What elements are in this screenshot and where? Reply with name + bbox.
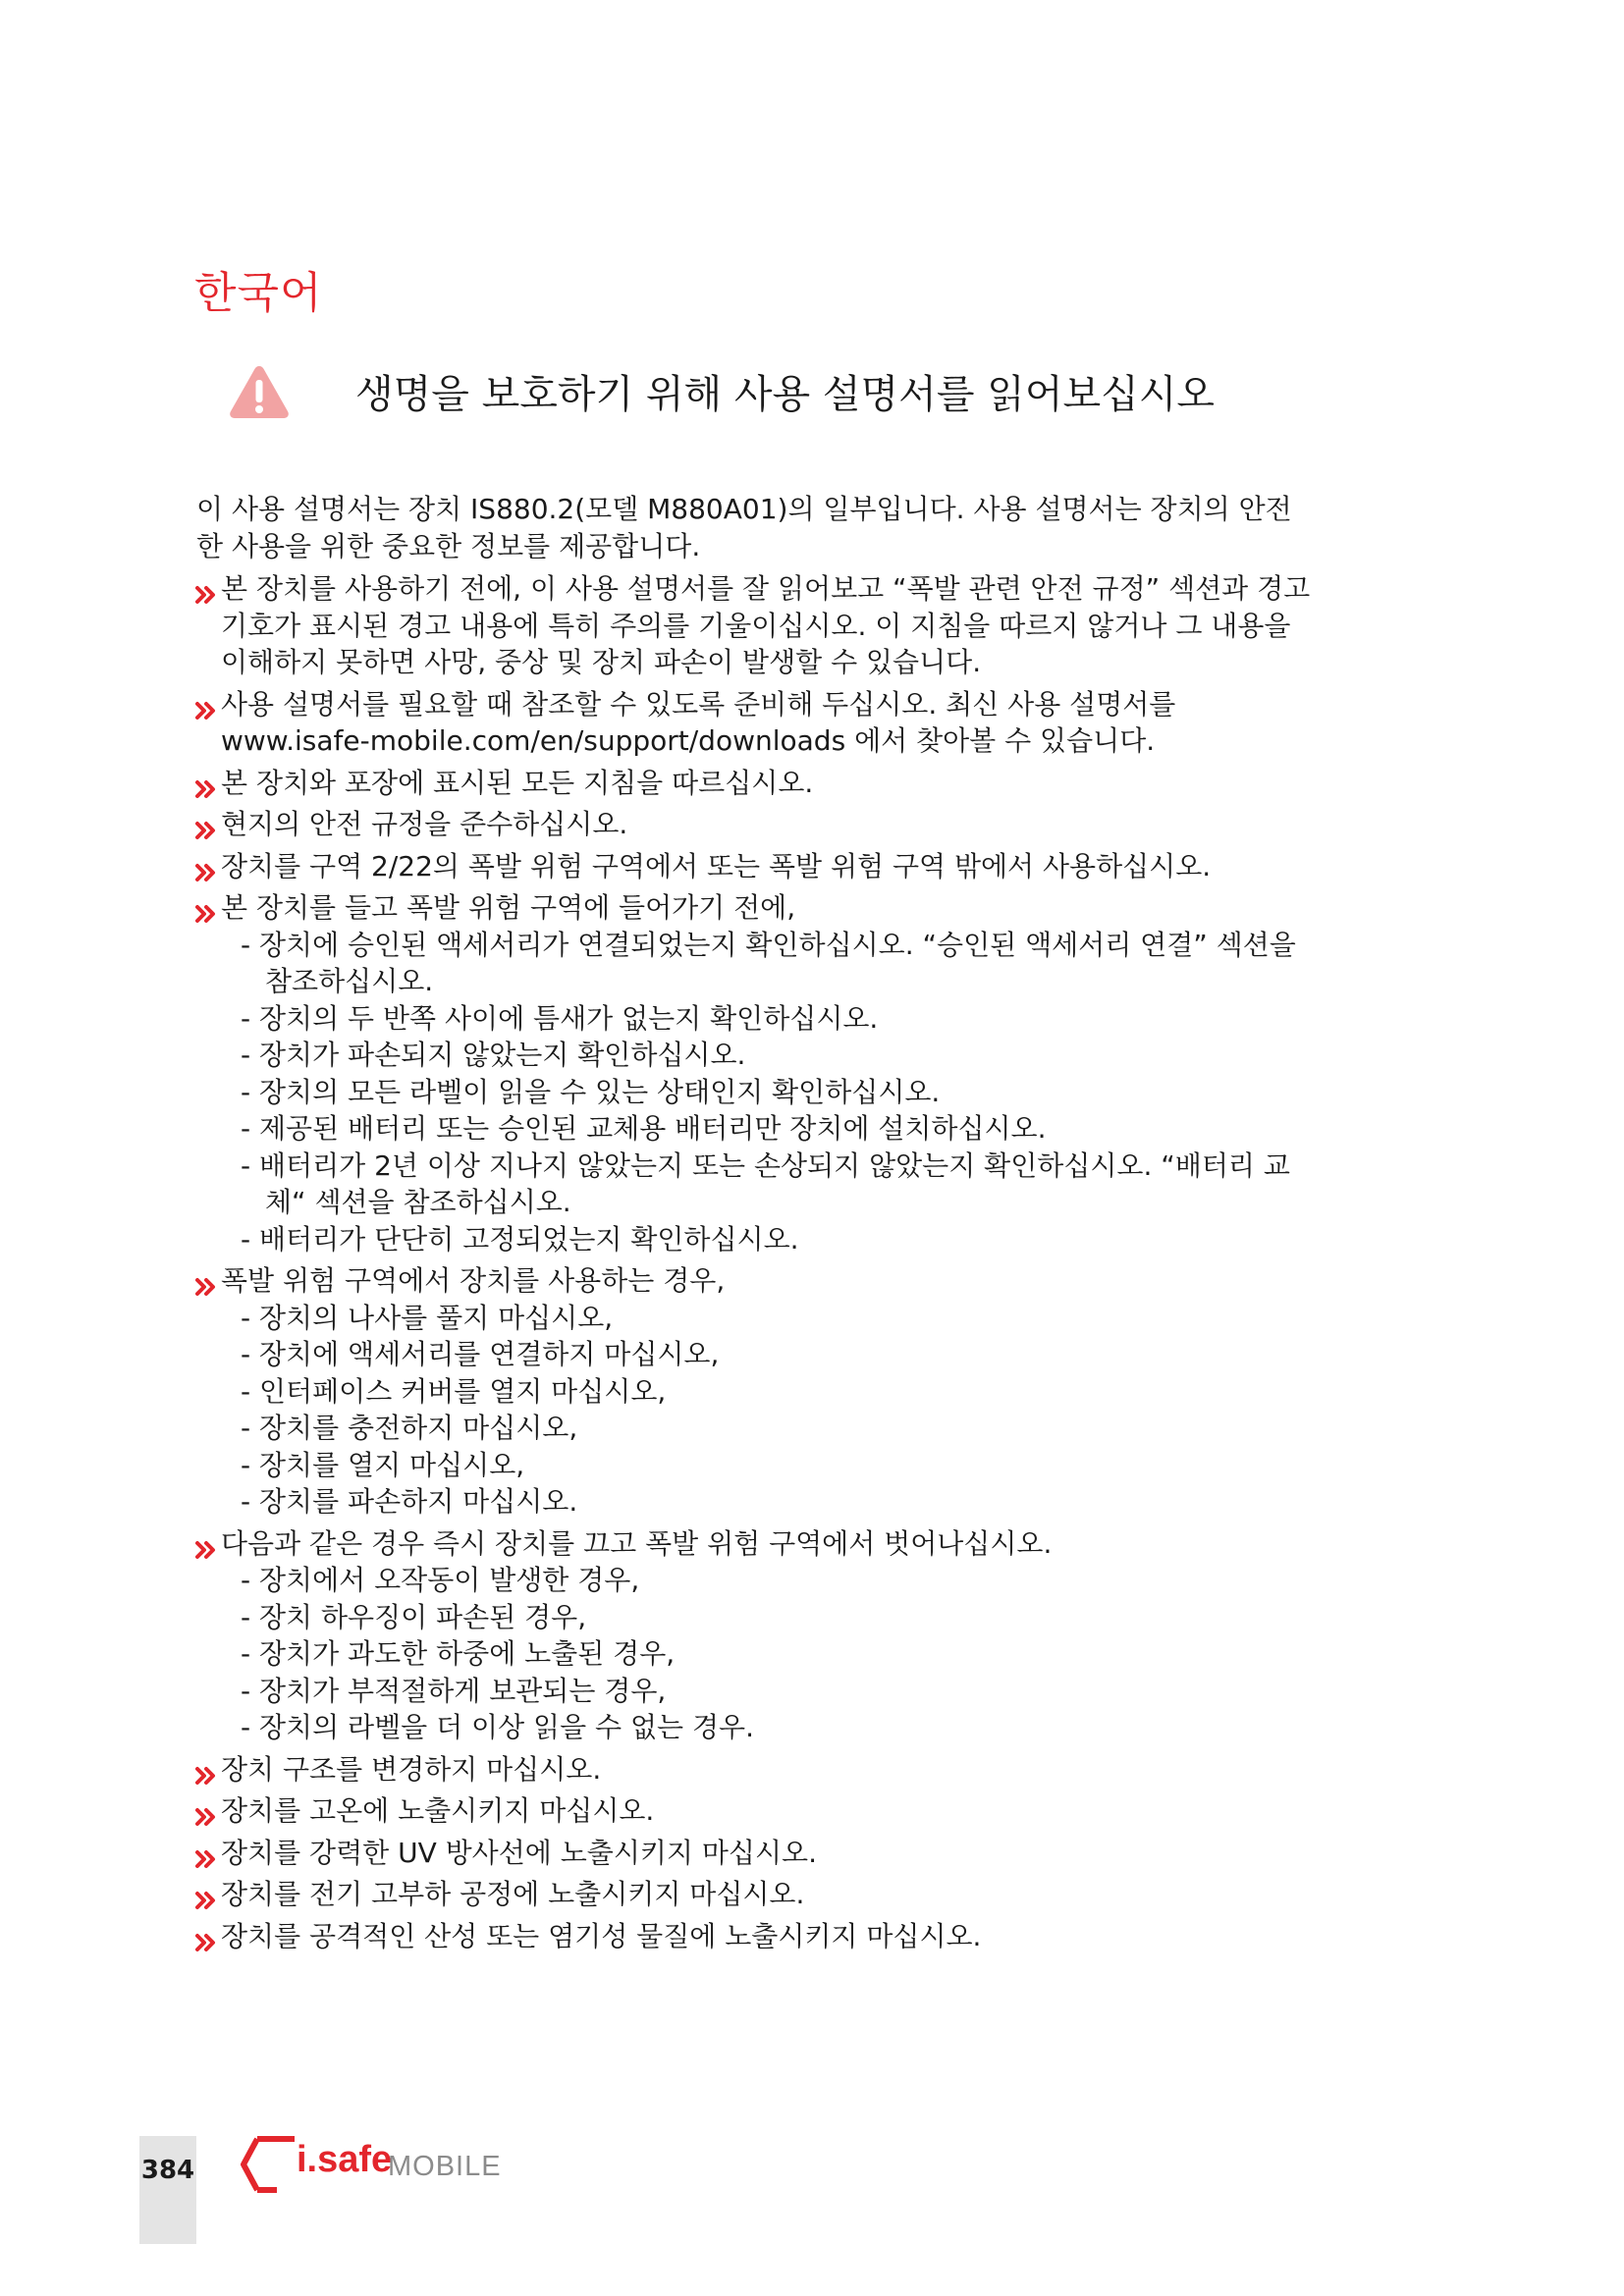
intro-paragraph (196, 491, 1463, 564)
sub-item-text: - 제공된 배터리 또는 승인된 교체용 배터리만 장치에 설치하십시오. (241, 1112, 1047, 1145)
double-chevron-bullet-icon (194, 1539, 218, 1561)
bullet-item (196, 765, 1463, 802)
bullet-text: 다음과 같은 경우 즉시 장치를 끄고 폭발 위험 구역에서 벗어나십시오. (221, 1526, 1053, 1560)
intro-line: 이 사용 설명서는 장치 IS880.2(모델 M880A01)의 일부입니다. 사용 설명서는 장치의 안전 (196, 493, 1292, 525)
sub-item (221, 1599, 1463, 1636)
sub-item (221, 1074, 1463, 1111)
double-chevron-bullet-icon (194, 1765, 218, 1787)
sub-item-text: - 장치에 액세서리를 연결하지 마십시오, (241, 1338, 720, 1370)
sub-item-text: - 장치에서 오작동이 발생한 경우, (241, 1564, 640, 1596)
bullet-text: 사용 설명서를 필요할 때 참조할 수 있도록 준비해 두십시오. 최신 사용 설명서를 (221, 687, 1176, 721)
sub-item (221, 1000, 1463, 1038)
bullet-item (196, 1262, 1463, 1521)
double-chevron-bullet-icon (194, 778, 218, 800)
double-chevron-bullet-icon (194, 584, 218, 606)
sub-item-text: - 장치가 파손되지 않았는지 확인하십시오. (241, 1039, 746, 1071)
bullet-text: 이해하지 못하면 사망, 중상 및 장치 파손이 발생할 수 있습니다. (221, 646, 982, 678)
sub-item-text: - 장치를 충전하지 마십시오, (241, 1412, 578, 1444)
bullet-item (196, 1792, 1463, 1830)
sub-item-text: - 장치 하우징이 파손된 경우, (241, 1600, 587, 1633)
sub-item (221, 1447, 1463, 1484)
sub-item-text: - 장치를 열지 마십시오, (241, 1448, 525, 1481)
bullet-text: 기호가 표시된 경고 내용에 특히 주의를 기울이십시오. 이 지침을 따르지 않거나 그 내용을 (221, 609, 1291, 642)
bullet-item (196, 806, 1463, 843)
sub-item (221, 1336, 1463, 1373)
language-heading: 한국어 (194, 268, 323, 318)
sub-item (221, 1635, 1463, 1673)
logo-brand-text: i.safe (297, 2139, 393, 2180)
bullet-item (196, 1525, 1463, 1746)
sub-item (221, 1221, 1463, 1258)
sub-item-text: - 장치가 과도한 하중에 노출된 경우, (241, 1637, 676, 1670)
sub-item-text: 체“ 섹션을 참조하십시오. (265, 1186, 571, 1218)
bullet-text: 장치를 전기 고부하 공정에 노출시키지 마십시오. (221, 1878, 805, 1910)
double-chevron-bullet-icon (194, 1890, 218, 1911)
bullet-list (196, 570, 1463, 1954)
sub-item-text: - 배터리가 단단히 고정되었는지 확인하십시오. (241, 1222, 799, 1255)
bullet-text: 장치를 강력한 UV 방사선에 노출시키지 마십시오. (221, 1836, 817, 1869)
sub-item-text: - 장치가 부적절하게 보관되는 경우, (241, 1674, 667, 1707)
sub-item (221, 927, 1463, 1000)
sub-item-text: - 장치를 파손하지 마십시오. (241, 1485, 578, 1518)
bullet-item (196, 686, 1463, 760)
double-chevron-bullet-icon (194, 1276, 218, 1298)
bullet-item (196, 848, 1463, 885)
page-number-bar (139, 2136, 196, 2244)
sub-item (221, 1410, 1463, 1447)
intro-line: 한 사용을 위한 중요한 정보를 제공합니다. (196, 529, 701, 562)
bullet-item (196, 1918, 1463, 1955)
sub-item (221, 1148, 1463, 1221)
sub-item (221, 1709, 1463, 1746)
double-chevron-bullet-icon (194, 820, 218, 841)
bullet-text: 본 장치를 들고 폭발 위험 구역에 들어가기 전에, (221, 891, 796, 924)
double-chevron-bullet-icon (194, 903, 218, 925)
bullet-text: 폭발 위험 구역에서 장치를 사용하는 경우, (221, 1264, 726, 1297)
bullet-text: 장치를 고온에 노출시키지 마십시오. (221, 1794, 655, 1827)
page-number: 384 (140, 2156, 195, 2185)
double-chevron-bullet-icon (194, 1848, 218, 1870)
page-title: 생명을 보호하기 위해 사용 설명서를 읽어보십시오 (355, 372, 1216, 417)
isafe-mobile-logo (236, 2135, 520, 2194)
sub-item-text: - 배터리가 2년 이상 지나지 않았는지 또는 손상되지 않았는지 확인하십시오. “배터리 교 (241, 1148, 1290, 1182)
sub-item-text: - 장치의 라벨을 더 이상 읽을 수 없는 경우. (241, 1711, 754, 1743)
bullet-text: 장치를 구역 2/22의 폭발 위험 구역에서 또는 폭발 위험 구역 밖에서 사용하십시오. (221, 849, 1212, 882)
sub-item (221, 1562, 1463, 1599)
bullet-item (196, 889, 1463, 1257)
bullet-text: 장치를 공격적인 산성 또는 염기성 물질에 노출시키지 마십시오. (221, 1919, 982, 1952)
sub-item (221, 1110, 1463, 1148)
double-chevron-bullet-icon (194, 1806, 218, 1828)
bullet-item (196, 1876, 1463, 1913)
logo-hexagon-icon (236, 2135, 304, 2194)
safety-instructions (196, 491, 1463, 1959)
sub-item (221, 1300, 1463, 1337)
bullet-item (196, 570, 1463, 681)
warning-triangle-icon (228, 363, 291, 420)
bullet-text: www.isafe-mobile.com/en/support/downloads 에서 찾아볼 수 있습니다. (221, 724, 1156, 757)
sub-item (221, 1037, 1463, 1074)
double-chevron-bullet-icon (194, 862, 218, 883)
bullet-text: 본 장치를 사용하기 전에, 이 사용 설명서를 잘 읽어보고 “폭발 관련 안전 규정” 섹션과 경고 (221, 572, 1311, 605)
bullet-text: 현지의 안전 규정을 준수하십시오. (221, 808, 628, 840)
sub-item-text: 참조하십시오. (265, 965, 434, 997)
bullet-text: 본 장치와 포장에 표시된 모든 지침을 따르십시오. (221, 766, 814, 799)
double-chevron-bullet-icon (194, 700, 218, 721)
sub-item-text: - 장치의 두 반쪽 사이에 틈새가 없는지 확인하십시오. (241, 1001, 879, 1035)
logo-suffix-text: MOBILE (388, 2151, 502, 2182)
double-chevron-bullet-icon (194, 1932, 218, 1953)
sub-item (221, 1483, 1463, 1521)
sub-item-text: - 인터페이스 커버를 열지 마십시오, (241, 1374, 667, 1408)
sub-item-text: - 장치의 나사를 풀지 마십시오, (241, 1301, 614, 1334)
bullet-item (196, 1751, 1463, 1789)
sub-item-text: - 장치에 승인된 액세서리가 연결되었는지 확인하십시오. “승인된 액세서리 연결” 섹션을 (241, 928, 1296, 961)
bullet-text: 장치 구조를 변경하지 마십시오. (221, 1752, 602, 1786)
sub-item (221, 1373, 1463, 1411)
sub-item-text: - 장치의 모든 라벨이 읽을 수 있는 상태인지 확인하십시오. (241, 1075, 941, 1108)
sub-item (221, 1673, 1463, 1710)
bullet-item (196, 1835, 1463, 1872)
